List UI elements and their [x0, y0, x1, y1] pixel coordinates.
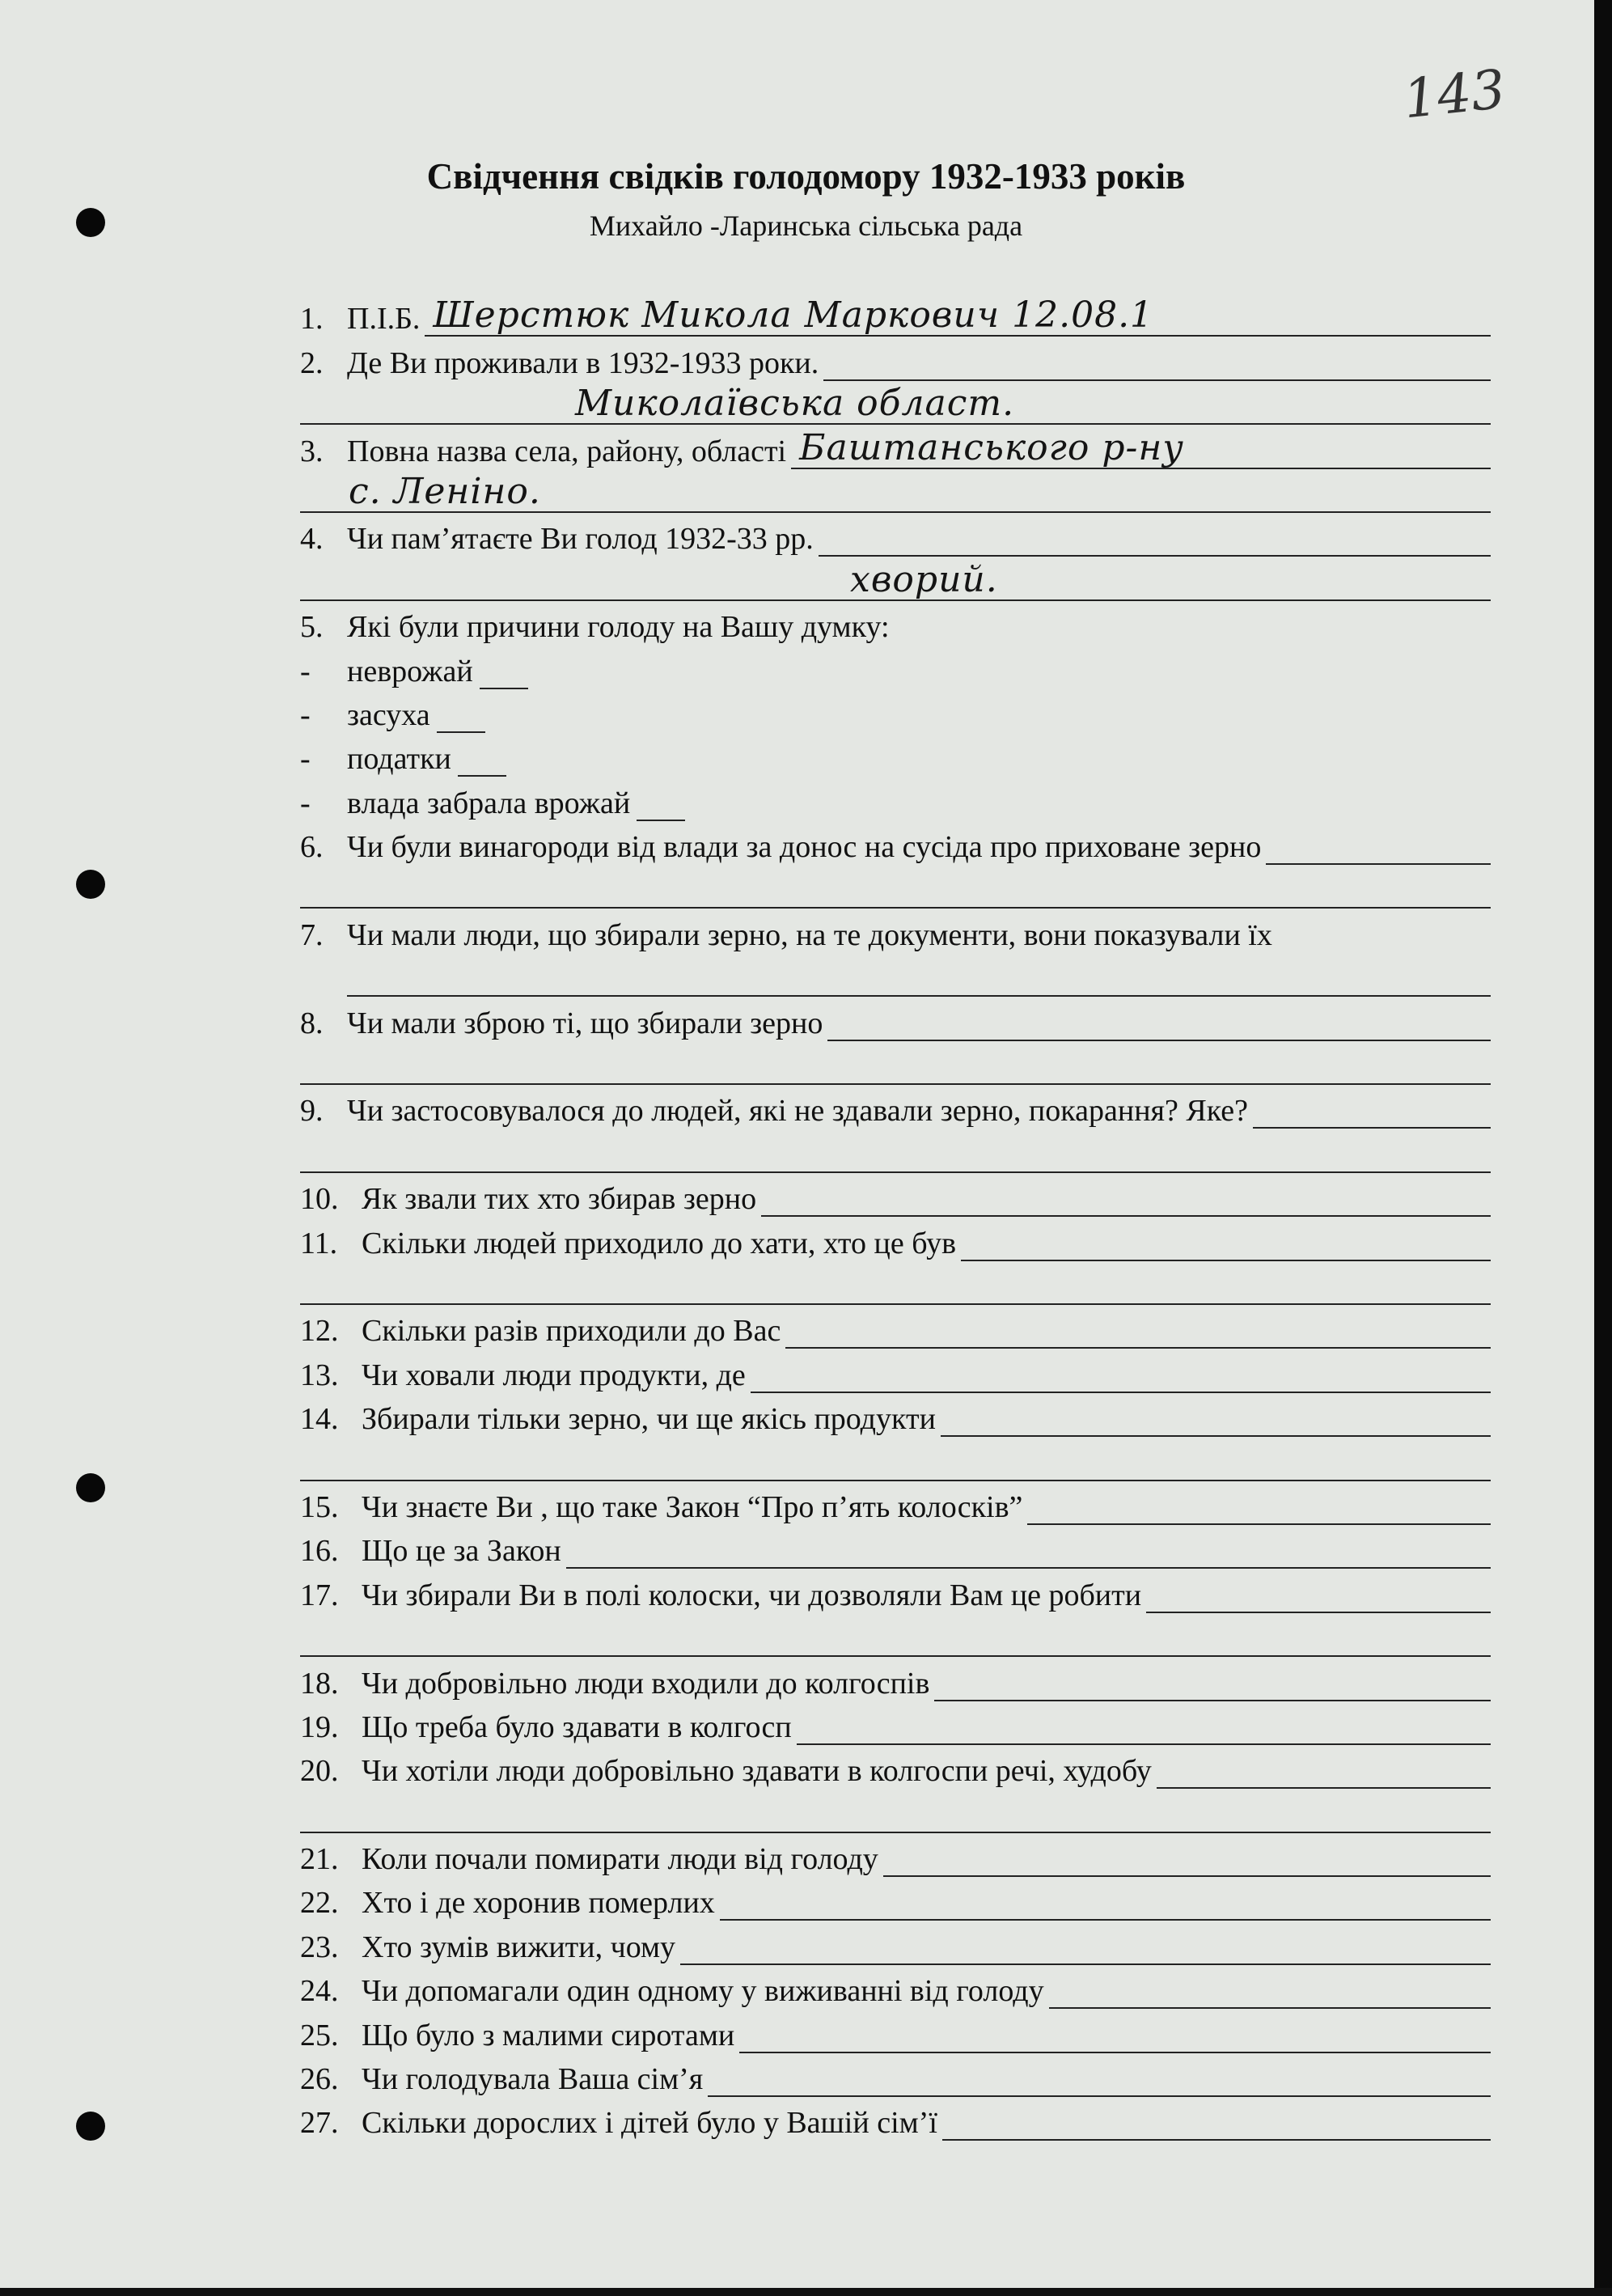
answer-field[interactable]: [1027, 1499, 1491, 1525]
question-label: Що було з малими сиротами: [362, 2018, 735, 2052]
question-number: 11.: [300, 1226, 338, 1260]
question-number: 16.: [300, 1534, 339, 1569]
question-row: [300, 1305, 1491, 1349]
question-label: Чи добровільно люди входили до колгоспів: [362, 1666, 930, 1701]
question-number: 2.: [300, 345, 324, 380]
question-number: 19.: [300, 1709, 339, 1744]
answer-field[interactable]: [1266, 839, 1491, 865]
question-label: Коли почали помирати люди від голоду: [362, 1842, 878, 1877]
question-number: 20.: [300, 1754, 339, 1789]
question-row: [300, 1481, 1491, 1525]
question-row: [300, 821, 1491, 865]
answer-field[interactable]: [819, 531, 1491, 557]
question-row: [300, 1349, 1491, 1392]
question-row: [300, 337, 1491, 380]
answer-field[interactable]: [934, 1675, 1491, 1701]
answer-field[interactable]: [566, 1543, 1491, 1569]
questionnaire: [300, 293, 1491, 2141]
question-label: Збирали тільки зерно, чи ще якісь продукти: [362, 1402, 936, 1437]
question-number: 26.: [300, 2062, 339, 2097]
question-row: [300, 1701, 1491, 1745]
question-label: П.І.Б.: [347, 302, 421, 337]
question-label: Що це за Закон: [362, 1534, 561, 1569]
question-label: Чи знаєте Ви , що таке Закон “Про п’ять колосків”: [362, 1489, 1023, 1524]
blank-answer-row: [300, 1789, 1491, 1832]
cause-option: [300, 689, 1491, 733]
answer-field-continued[interactable]: [300, 470, 1491, 513]
answer-field-continued[interactable]: [300, 1804, 1491, 1833]
question-label: Чи ховали люди продукти, де: [362, 1358, 746, 1392]
answer-field-continued[interactable]: [300, 1056, 1491, 1085]
answer-continuation-row: [300, 557, 1491, 600]
question-number: 25.: [300, 2018, 339, 2052]
question-number: 23.: [300, 1930, 339, 1964]
cause-label: неврожай: [347, 654, 473, 688]
document-title: Свідчення свідків голодомору 1932-1933 років: [426, 156, 1186, 197]
question-number: 9.: [300, 1094, 324, 1129]
punch-hole: [76, 2112, 105, 2141]
answer-field[interactable]: [680, 1939, 1491, 1965]
question-row: [300, 2009, 1491, 2052]
answer-field-continued[interactable]: [300, 383, 1491, 425]
question-row: [300, 1173, 1491, 1217]
answer-field-continued[interactable]: [300, 1628, 1491, 1657]
bullet-dash: -: [300, 742, 311, 777]
answer-field[interactable]: [1157, 1763, 1491, 1789]
answer-field[interactable]: [761, 1191, 1491, 1217]
question-number: 22.: [300, 1886, 339, 1921]
question-number: 14.: [300, 1402, 339, 1437]
answer-field-continued[interactable]: [347, 968, 1491, 997]
question-number: 18.: [300, 1666, 339, 1701]
question-number: 24.: [300, 1974, 339, 2009]
question-label: Скільки дорослих і дітей було у Вашій сім’ї: [362, 2106, 937, 2141]
question-number: 6.: [300, 830, 324, 865]
cause-label: засуха: [347, 697, 430, 732]
question-label: Чи мали люди, що збирали зерно, на те документи, вони показували їх: [347, 917, 1272, 952]
bullet-dash: -: [300, 654, 311, 688]
handwritten-answer: хворий.: [850, 558, 998, 600]
question-number: 10.: [300, 1182, 339, 1217]
blank-answer-row: [300, 865, 1491, 909]
question-row: [300, 997, 1491, 1040]
answer-field[interactable]: [883, 1851, 1491, 1877]
cause-mark-field[interactable]: [458, 751, 506, 777]
question-label: Хто зумів вижити, чому: [362, 1930, 676, 1964]
question-label: Де Ви проживали в 1932-1933 роки.: [347, 345, 819, 380]
question-row: [300, 1921, 1491, 1964]
answer-field[interactable]: [1253, 1103, 1491, 1129]
question-label: Хто і де хоронив померлих: [362, 1886, 715, 1921]
question-label: Чи застосовувалося до людей, які не здавали зерно, покарання? Яке?: [347, 1094, 1248, 1129]
answer-field[interactable]: [739, 2027, 1491, 2053]
question-row: [300, 513, 1491, 557]
cause-option: [300, 645, 1491, 688]
question-number: 1.: [300, 302, 324, 337]
answer-field-continued[interactable]: [300, 1144, 1491, 1173]
question-row: [300, 601, 1491, 645]
cause-label: влада забрала врожай: [347, 786, 631, 820]
answer-field[interactable]: [961, 1235, 1491, 1261]
question-row: [300, 293, 1491, 337]
cause-option: [300, 777, 1491, 820]
answer-field[interactable]: [797, 1719, 1491, 1745]
question-row: [300, 2097, 1491, 2141]
answer-field[interactable]: [823, 355, 1491, 381]
question-row: [300, 1745, 1491, 1789]
question-number: 21.: [300, 1842, 339, 1877]
answer-field[interactable]: [791, 426, 1491, 469]
answer-field[interactable]: [751, 1367, 1491, 1393]
blank-answer-row: [300, 1261, 1491, 1305]
question-number: 3.: [300, 434, 324, 468]
question-number: 4.: [300, 522, 324, 557]
cause-label: податки: [347, 742, 451, 777]
answer-field[interactable]: [827, 1015, 1491, 1041]
question-label: Чи хотіли люди добровільно здавати в колгоспи речі, худобу: [362, 1754, 1152, 1789]
question-row: [300, 1657, 1491, 1701]
answer-field-continued[interactable]: [300, 1276, 1491, 1305]
question-row: [300, 425, 1491, 468]
answer-continuation-row: [300, 469, 1491, 513]
question-label: Скільки людей приходило до хати, хто це був: [362, 1226, 957, 1260]
blank-answer-row: [300, 1437, 1491, 1481]
blank-answer-row: [300, 1613, 1491, 1657]
question-row: [300, 1965, 1491, 2009]
answer-field[interactable]: [785, 1323, 1491, 1349]
handwritten-answer: с. Леніно.: [349, 470, 541, 512]
punch-hole: [76, 1473, 105, 1502]
answer-field[interactable]: [425, 294, 1491, 337]
answer-field[interactable]: [708, 2071, 1491, 2097]
question-row: [300, 1877, 1491, 1921]
question-label: Чи допомагали один одному у виживанні від голоду: [362, 1974, 1044, 2009]
document-subtitle: Михайло -Ларинська сільська рада: [589, 210, 1023, 242]
question-label: Скільки разів приходили до Вас: [362, 1314, 781, 1349]
question-number: 13.: [300, 1358, 339, 1392]
question-label: Чи голодувала Ваша сім’я: [362, 2062, 704, 2097]
blank-answer-row: [300, 1041, 1491, 1085]
blank-answer-row: [300, 953, 1491, 997]
bullet-dash: -: [300, 786, 311, 820]
answer-field[interactable]: [942, 2115, 1491, 2141]
scan-border: [1594, 0, 1612, 2296]
punch-hole: [76, 870, 105, 899]
scan-border-bottom: [0, 2288, 1612, 2296]
handwritten-answer: Миколаївська област.: [575, 383, 1015, 425]
question-label: Чи мали зброю ті, що збирали зерно: [347, 1006, 823, 1040]
question-row: [300, 2053, 1491, 2097]
question-number: 5.: [300, 610, 324, 645]
question-row: [300, 909, 1491, 952]
question-row: [300, 1525, 1491, 1569]
question-number: 17.: [300, 1578, 339, 1612]
question-label: Чи були винагороди від влади за донос на сусіда про приховане зерно: [347, 830, 1262, 865]
question-number: 12.: [300, 1314, 339, 1349]
answer-field[interactable]: [1049, 1983, 1491, 2009]
question-label: Чи збирали Ви в полі колоски, чи дозволяли Вам це робити: [362, 1578, 1142, 1612]
question-number: 7.: [300, 917, 324, 952]
cause-mark-field[interactable]: [480, 663, 528, 689]
question-number: 8.: [300, 1006, 324, 1040]
question-number: 15.: [300, 1489, 339, 1524]
question-row: [300, 1217, 1491, 1260]
question-label: Повна назва села, району, області: [347, 434, 787, 468]
question-row: [300, 1833, 1491, 1877]
question-label: Які були причини голоду на Вашу думку:: [347, 610, 890, 645]
question-row: [300, 1393, 1491, 1437]
question-label: Чи пам’ятаєте Ви голод 1932-33 рр.: [347, 522, 814, 557]
answer-continuation-row: [300, 381, 1491, 425]
blank-answer-row: [300, 1129, 1491, 1172]
answer-field-continued[interactable]: [300, 558, 1491, 601]
question-label: Що треба було здавати в колгосп: [362, 1709, 792, 1744]
answer-field-continued[interactable]: [300, 879, 1491, 909]
answer-field[interactable]: [720, 1895, 1491, 1921]
answer-field[interactable]: [1146, 1587, 1491, 1613]
question-label: Як звали тих хто збирав зерно: [362, 1182, 757, 1217]
handwritten-answer: Шерстюк Микола Маркович 12.08.1: [433, 294, 1154, 337]
page-number: 143: [1400, 57, 1508, 131]
cause-mark-field[interactable]: [637, 795, 685, 821]
question-row: [300, 1085, 1491, 1129]
question-row: [300, 1569, 1491, 1612]
cause-mark-field[interactable]: [437, 707, 485, 733]
bullet-dash: -: [300, 697, 311, 732]
question-number: 27.: [300, 2106, 339, 2141]
handwritten-answer: Баштанського р-ну: [799, 426, 1184, 468]
answer-field-continued[interactable]: [300, 1452, 1491, 1481]
answer-field[interactable]: [941, 1411, 1491, 1437]
cause-option: [300, 733, 1491, 777]
